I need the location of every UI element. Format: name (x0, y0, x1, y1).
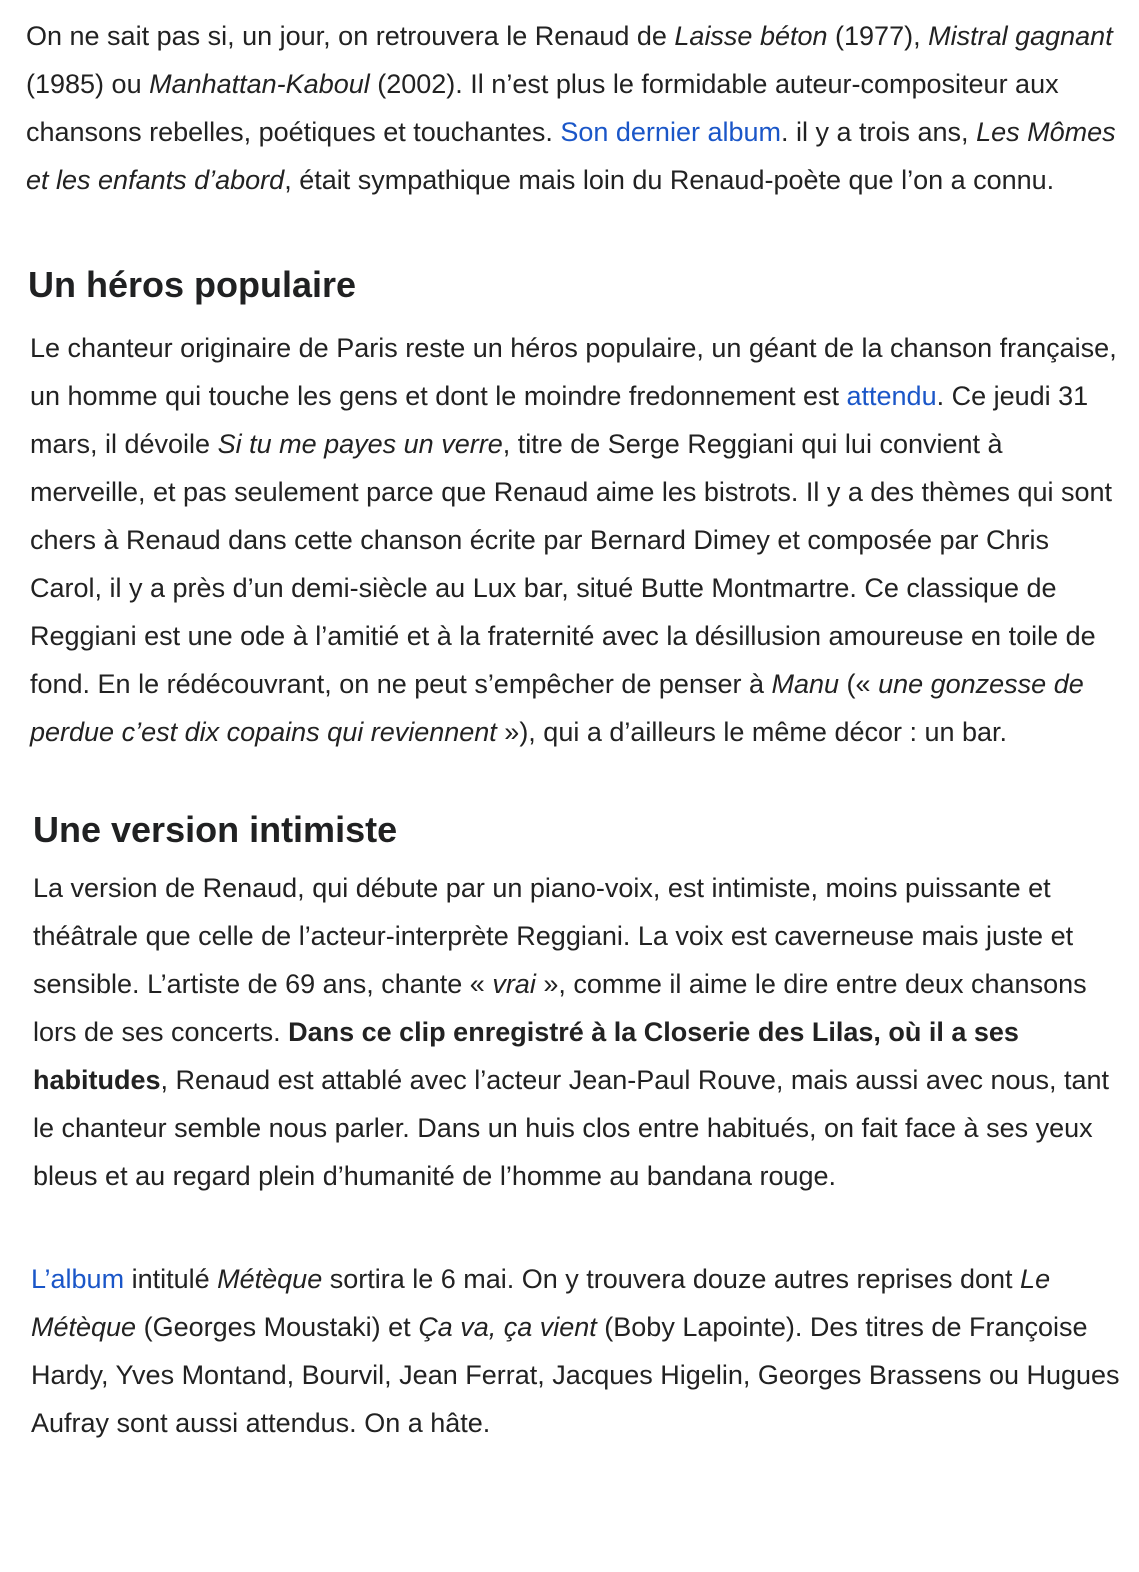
album-title-les-momes: Les Mômes et les enfants d’abord (26, 117, 1116, 195)
text-run: intitulé (124, 1264, 218, 1294)
text-run: (1977), (827, 21, 929, 51)
song-title-manhattan-kaboul: Manhattan-Kaboul (149, 69, 370, 99)
last-album-link[interactable]: Son dernier album (560, 117, 781, 147)
text-run: , Renaud est attablé avec l’acteur Jean-Paul Rouve, mais aussi avec nous, tant le chanteur semble nous parler. Dans un huis clos entre habitués, on fait face à ses yeux bleus et au regard plein d’humanité de l’homme au bandana rouge. (33, 1065, 1110, 1191)
bold-clip-description: Dans ce clip enregistré à la Closerie des Lilas, où il a ses habitudes (33, 1017, 1019, 1095)
text-run: . il y a trois ans, (781, 117, 977, 147)
text-run: (Boby Lapointe). Des titres de Françoise Hardy, Yves Montand, Bourvil, Jean Ferrat, Jacques Higelin, Georges Brassens ou Hugues Aufray sont aussi attendus. On a hâte. (31, 1312, 1120, 1438)
text-run: , était sympathique mais loin du Renaud-poète que l’on a connu. (284, 165, 1055, 195)
song-title-ca-va-ca-vient: Ça va, ça vient (418, 1312, 597, 1342)
text-run: , titre de Serge Reggiani qui lui convient à merveille, et pas seulement parce que Renaud aime les bistrots. Il y a des thèmes qui sont chers à Renaud dans cette chanson écrite par Bernard Dimey et composée par Chris Carol, il y a près d’un demi-siècle au Lux bar, situé Butte Montmartre. Ce classique de Reggiani est une ode à l’amitié et à la fraternité avec la désillusion amoureuse en toile de fond. En le rédécouvrant, on ne peut s’empêcher de penser à (30, 429, 1113, 699)
text-run: Le chanteur originaire de Paris reste un héros populaire, un géant de la chanson française, un homme qui touche les gens et dont le moindre fredonnement est (30, 333, 1117, 411)
song-title-mistral-gagnant: Mistral gagnant (928, 21, 1113, 51)
text-run: (2002). Il n’est plus le formidable auteur-compositeur aux chansons rebelles, poétiques et touchantes. (26, 69, 1059, 147)
intro-paragraph (26, 12, 1116, 204)
album-link[interactable]: L’album (31, 1264, 125, 1294)
text-run: », comme il aime le dire entre deux chansons lors de ses concerts. (33, 969, 1087, 1047)
text-run: sortira le 6 mai. On y trouvera douze autres reprises dont (322, 1264, 1021, 1294)
section-heading-version-intimiste: Une version intimiste (33, 809, 398, 850)
text-run: (« (839, 669, 879, 699)
song-title-le-meteque: Le Métèque (31, 1264, 1051, 1342)
text-run: La version de Renaud, qui débute par un piano-voix, est intimiste, moins puissante et théâtrale que celle de l’acteur-interprète Reggiani. La voix est caverneuse mais juste et sensible. L’artiste de 69 ans, chante « (33, 873, 1074, 999)
text-run: (Georges Moustaki) et (136, 1312, 419, 1342)
text-run: . Ce jeudi 31 mars, il dévoile (30, 381, 1089, 459)
quote-vrai: vrai (492, 969, 536, 999)
lyric-quote: une gonzesse de perdue c’est dix copains qui reviennent (30, 669, 1084, 747)
song-title-si-tu-me-payes: Si tu me payes un verre (217, 429, 503, 459)
version-intimiste-paragraph (33, 864, 1123, 1200)
text-run: On ne sait pas si, un jour, on retrouvera le Renaud de (26, 21, 675, 51)
attendu-link[interactable]: attendu (846, 381, 937, 411)
heros-populaire-paragraph (30, 324, 1120, 756)
text-run: (1985) ou (26, 69, 150, 99)
album-title-meteque: Métèque (217, 1264, 323, 1294)
text-run: »), qui a d’ailleurs le même décor : un bar. (496, 717, 1008, 747)
song-title-laisse-beton: Laisse béton (674, 21, 828, 51)
album-paragraph (31, 1255, 1121, 1447)
song-title-manu: Manu (771, 669, 840, 699)
section-heading-heros-populaire: Un héros populaire (28, 264, 357, 305)
